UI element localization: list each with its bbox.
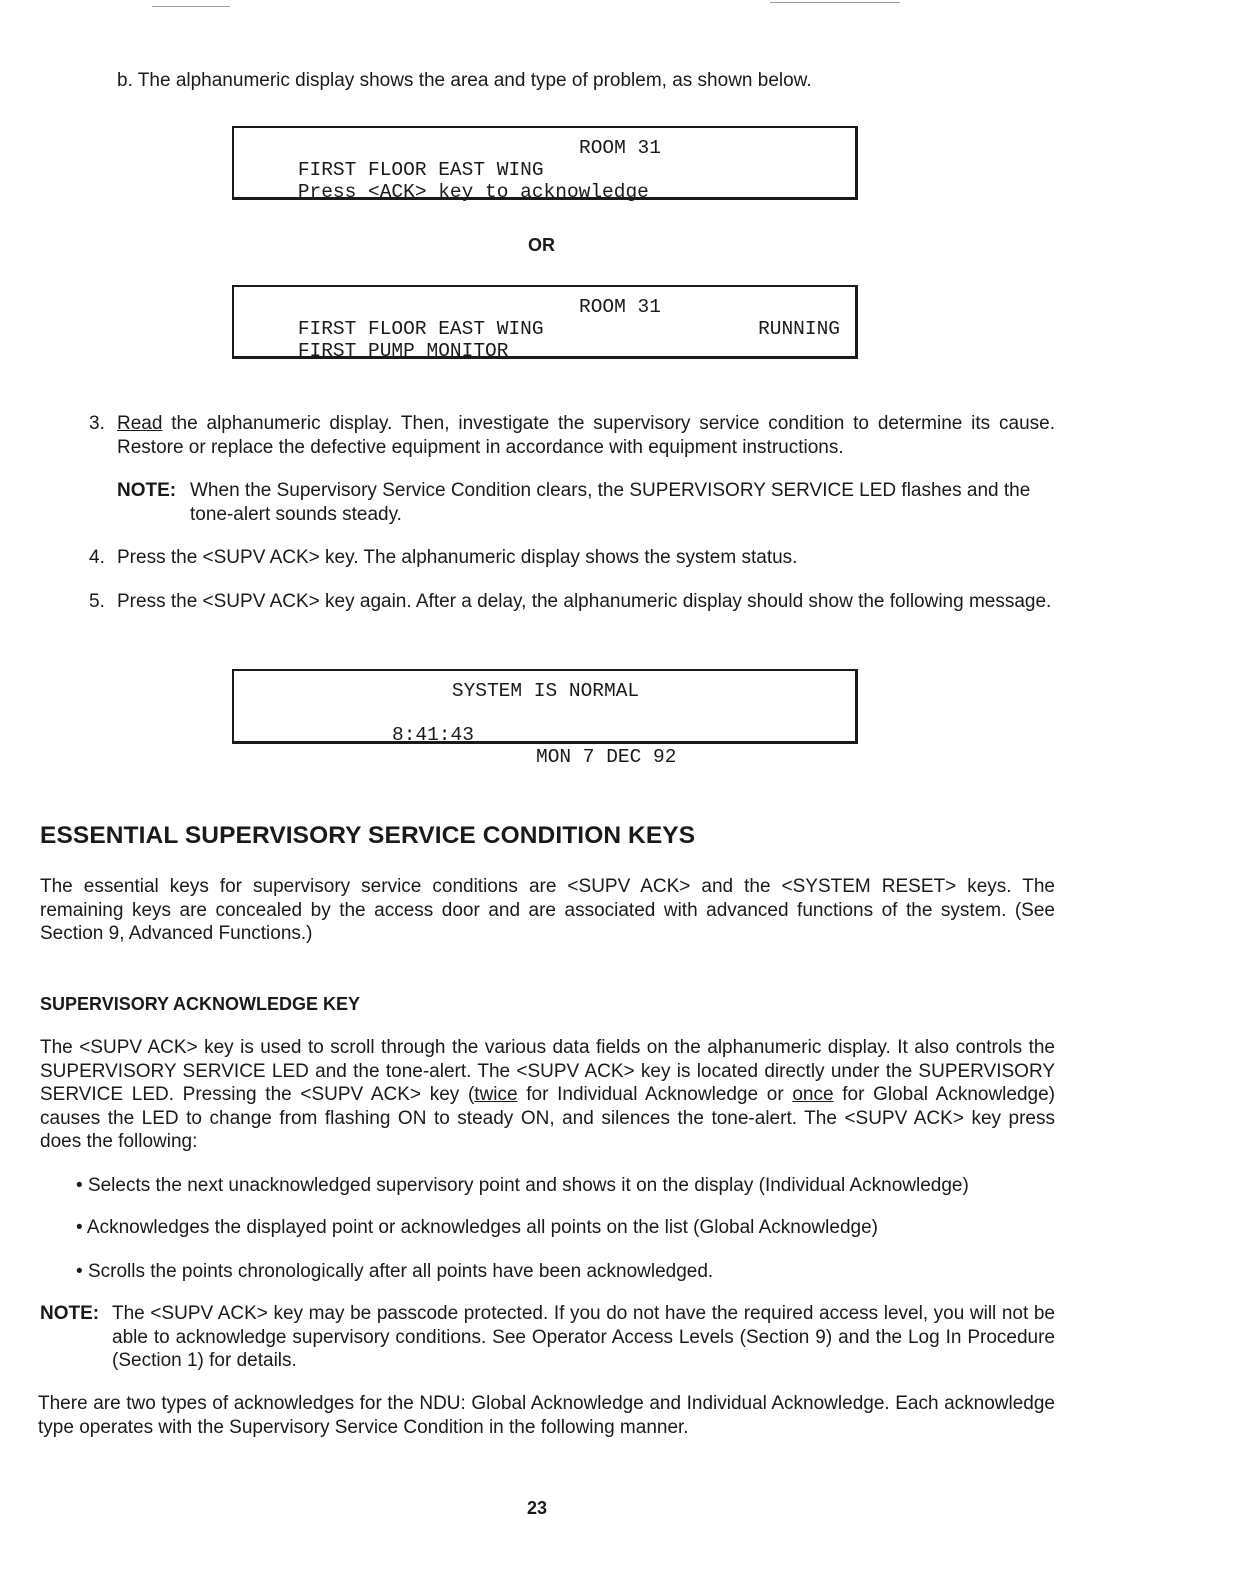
lcd-room: ROOM 31 — [579, 137, 661, 159]
step-b — [117, 69, 812, 93]
section-title: ESSENTIAL SUPERVISORY SERVICE CONDITION KEYS — [40, 822, 696, 849]
step-3-number: 3. — [89, 413, 105, 434]
step-3-underlined: Read — [117, 413, 163, 434]
lcd-area: FIRST FLOOR EAST WING — [297, 318, 544, 340]
subsection-text-c: for Global Acknowledge) causes the LED to change from flashing ON to steady ON, and silences the tone-alert. The <SUPV ACK> key press does the following: — [40, 1084, 1055, 1152]
bullet-text: Acknowledges the displayed point or acknowledges all points on the list (Global Acknowledge) — [86, 1217, 878, 1238]
lcd-room: ROOM 31 — [579, 296, 661, 318]
step-4-text: Press the <SUPV ACK> key. The alphanumeric display shows the system status. — [117, 547, 798, 568]
lcd-line-1: SYSTEM IS NORMAL — [451, 680, 640, 702]
lcd-display-point — [232, 285, 858, 362]
step-3-text — [117, 412, 1055, 459]
bullet-icon: • — [76, 1217, 83, 1238]
bullet-icon: • — [76, 1175, 83, 1196]
step-b-label: b. — [117, 70, 133, 91]
step-5-number: 5. — [89, 591, 105, 612]
lcd-line-1 — [251, 137, 840, 181]
subsection-text-b: for Individual Acknowledge or — [517, 1084, 793, 1105]
once-underlined: once — [792, 1084, 834, 1105]
note-1-text: When the Supervisory Service Condition clears, the SUPERVISORY SERVICE LED flashes and the tone-alert sounds steady. — [190, 480, 1031, 525]
lcd-line-2 — [251, 702, 840, 768]
lcd-point-type: FIRST PUMP MONITOR — [297, 340, 509, 362]
lcd-area: FIRST FLOOR EAST WING — [297, 159, 544, 181]
lcd-time: 8:41:43 — [392, 724, 474, 746]
lcd-prompt: Press <ACK> key to acknowledge — [297, 181, 649, 203]
subsection-title: SUPERVISORY ACKNOWLEDGE KEY — [40, 994, 361, 1014]
list-item — [76, 1216, 878, 1240]
note-1-label: NOTE: — [117, 480, 177, 501]
subsection-text-a: The <SUPV ACK> key is used to scroll through the various data fields on the alphanumeric display. It also controls the SUPERVISORY SERVICE LED and the tone-alert. The <SUPV ACK> key is located directly under the SUPERVISORY SERVICE LED. Pressing the <SUPV ACK> key ( — [40, 1037, 1055, 1105]
lcd-date: MON 7 DEC 92 — [536, 746, 677, 768]
step-b-text: The alphanumeric display shows the area and type of problem, as shown below. — [137, 70, 812, 91]
bullet-text: Selects the next unacknowledged supervisory point and shows it on the display (Individual Acknowledge) — [87, 1175, 969, 1196]
scan-mark — [152, 6, 230, 7]
lcd-display-alarm — [232, 126, 858, 203]
note-2-label: NOTE: — [40, 1303, 100, 1324]
step-5-text: Press the <SUPV ACK> key again. After a delay, the alphanumeric display should show the following message. — [117, 591, 1052, 612]
scan-mark — [770, 2, 900, 3]
bullet-text: Scrolls the points chronologically after all points have been acknowledged. — [87, 1261, 714, 1282]
list-item — [76, 1174, 969, 1198]
or-label: OR — [528, 235, 555, 255]
lcd-display-normal — [232, 669, 858, 768]
page-number: 23 — [527, 1498, 548, 1518]
note-2-text: The <SUPV ACK> key may be passcode protected. If you do not have the required access level, you will not be able to acknowledge supervisory conditions. See Operator Access Levels (Section 9) and the Log In Procedure (Section 1) for details. — [112, 1303, 1055, 1371]
lcd-line-2 — [251, 159, 840, 203]
step-4-number: 4. — [89, 547, 105, 568]
lcd-line-2 — [251, 318, 840, 362]
section-intro: The essential keys for supervisory service conditions are <SUPV ACK> and the <SYSTEM RESET> keys. The remaining keys are concealed by the access door and are associated with advanced functions of the system. (See Section 9, Advanced Functions.) — [40, 876, 1055, 944]
closing-paragraph: There are two types of acknowledges for the NDU: Global Acknowledge and Individual Acknowledge. Each acknowledge type operates with the Supervisory Service Condition in the following manner. — [38, 1393, 1055, 1438]
subsection-paragraph — [40, 1036, 1055, 1154]
bullet-icon: • — [76, 1261, 83, 1282]
list-item — [76, 1260, 713, 1284]
lcd-status: RUNNING — [758, 318, 840, 340]
twice-underlined: twice — [474, 1084, 518, 1105]
step-3-rest: the alphanumeric display. Then, investigate the supervisory service condition to determine its cause. Restore or replace the defective equipment in accordance with equipment instructions. — [117, 413, 1055, 458]
